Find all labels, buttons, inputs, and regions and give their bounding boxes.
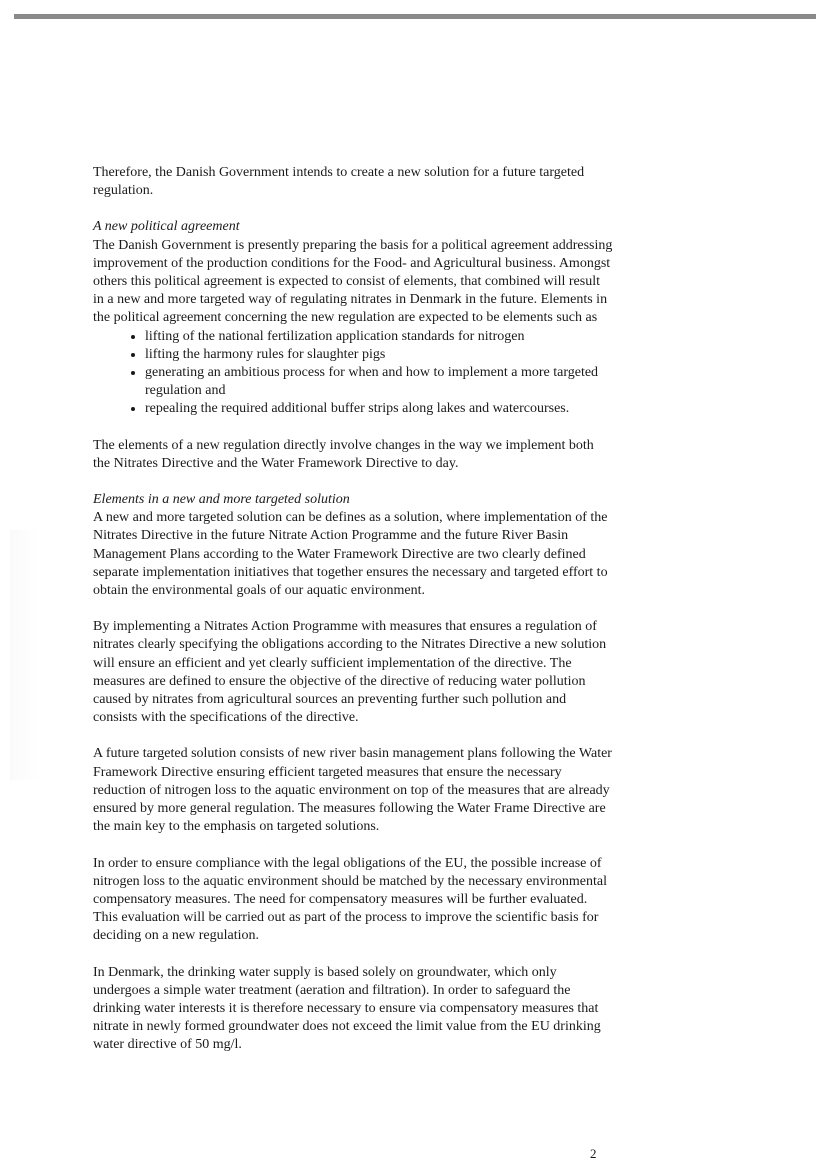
- political-agreement-paragraph: The Danish Government is presently preparing the basis for a political agreement addressing improvement of the production conditions for the Food- and Agricultural business. Amongst others this political agreement is expected to consist of elements, that combined will result in a new and more targeted way of regulating nitrates in Denmark in the future. Elements in the political agreement concerning the new regulation are expected to be elements such as: [93, 237, 613, 326]
- regulation-elements-list: [93, 328, 613, 419]
- regulation-changes-paragraph: The elements of a new regulation directly involve changes in the way we implement both the Nitrates Directive and the Water Framework Directive to day.: [93, 437, 594, 471]
- scan-shadow: [10, 530, 40, 780]
- list-item: • generating an ambitious process for when and how to implement a more targeted regulation and: [145, 364, 613, 400]
- list-item: • repealing the required additional buffer strips along lakes and watercourses.: [145, 400, 613, 418]
- document-body: [93, 164, 613, 1055]
- river-basin-plans-paragraph: A future targeted solution consists of new river basin management plans following the Water Framework Directive ensuring efficient targeted measures that ensure the necessary reduction of nitrogen loss to the aquatic environment on top of the measures that are already ensured by more general regulation. The measures following the Water Frame Directive are the main key to the emphasis on targeted solutions.: [93, 746, 612, 835]
- page-number: 2: [590, 1146, 597, 1161]
- section-heading-political-agreement: A new political agreement: [93, 219, 240, 235]
- list-item: • lifting of the national fertilization application standards for nitrogen: [145, 328, 613, 346]
- nitrates-action-programme-paragraph: By implementing a Nitrates Action Programme with measures that ensures a regulation of nitrates clearly specifying the obligations according to the Nitrates Directive a new solution will ensure an efficient and yet clearly sufficient implementation of the directive. The measures are defined to ensure the objective of the directive of reducing water pollution caused by nitrates from agricultural sources an preventing further such pollution and consists with the specifications of the directive.: [93, 619, 607, 726]
- intro-paragraph: Therefore, the Danish Government intends to create a new solution for a future targeted regulation.: [93, 165, 585, 199]
- compliance-paragraph: In order to ensure compliance with the legal obligations of the EU, the possible increase of nitrogen loss to the aquatic environment should be matched by the necessary environmental compensatory measures. The need for compensatory measures will be further evaluated. This evaluation will be carried out as part of the process to improve the scientific basis for deciding on a new regulation.: [93, 855, 607, 944]
- drinking-water-paragraph: In Denmark, the drinking water supply is based solely on groundwater, which only undergoes a simple water treatment (aeration and filtration). In order to safeguard the drinking water interests it is therefore necessary to ensure via compensatory measures that nitrate in newly formed groundwater does not exceed the limit value from the EU drinking water directive of 50 mg/l.: [93, 964, 601, 1053]
- section-heading-targeted-solution: Elements in a new and more targeted solution: [93, 492, 350, 508]
- targeted-solution-paragraph: A new and more targeted solution can be defines as a solution, where implementation of the Nitrates Directive in the future Nitrate Action Programme and the future River Basin Management Plans according to the Water Framework Directive are two clearly defined separate implementation initiatives that together ensures the necessary and targeted effort to obtain the environmental goals of our aquatic environment.: [93, 510, 608, 599]
- list-item: • lifting the harmony rules for slaughter pigs: [145, 346, 613, 364]
- header-rule: [14, 14, 816, 19]
